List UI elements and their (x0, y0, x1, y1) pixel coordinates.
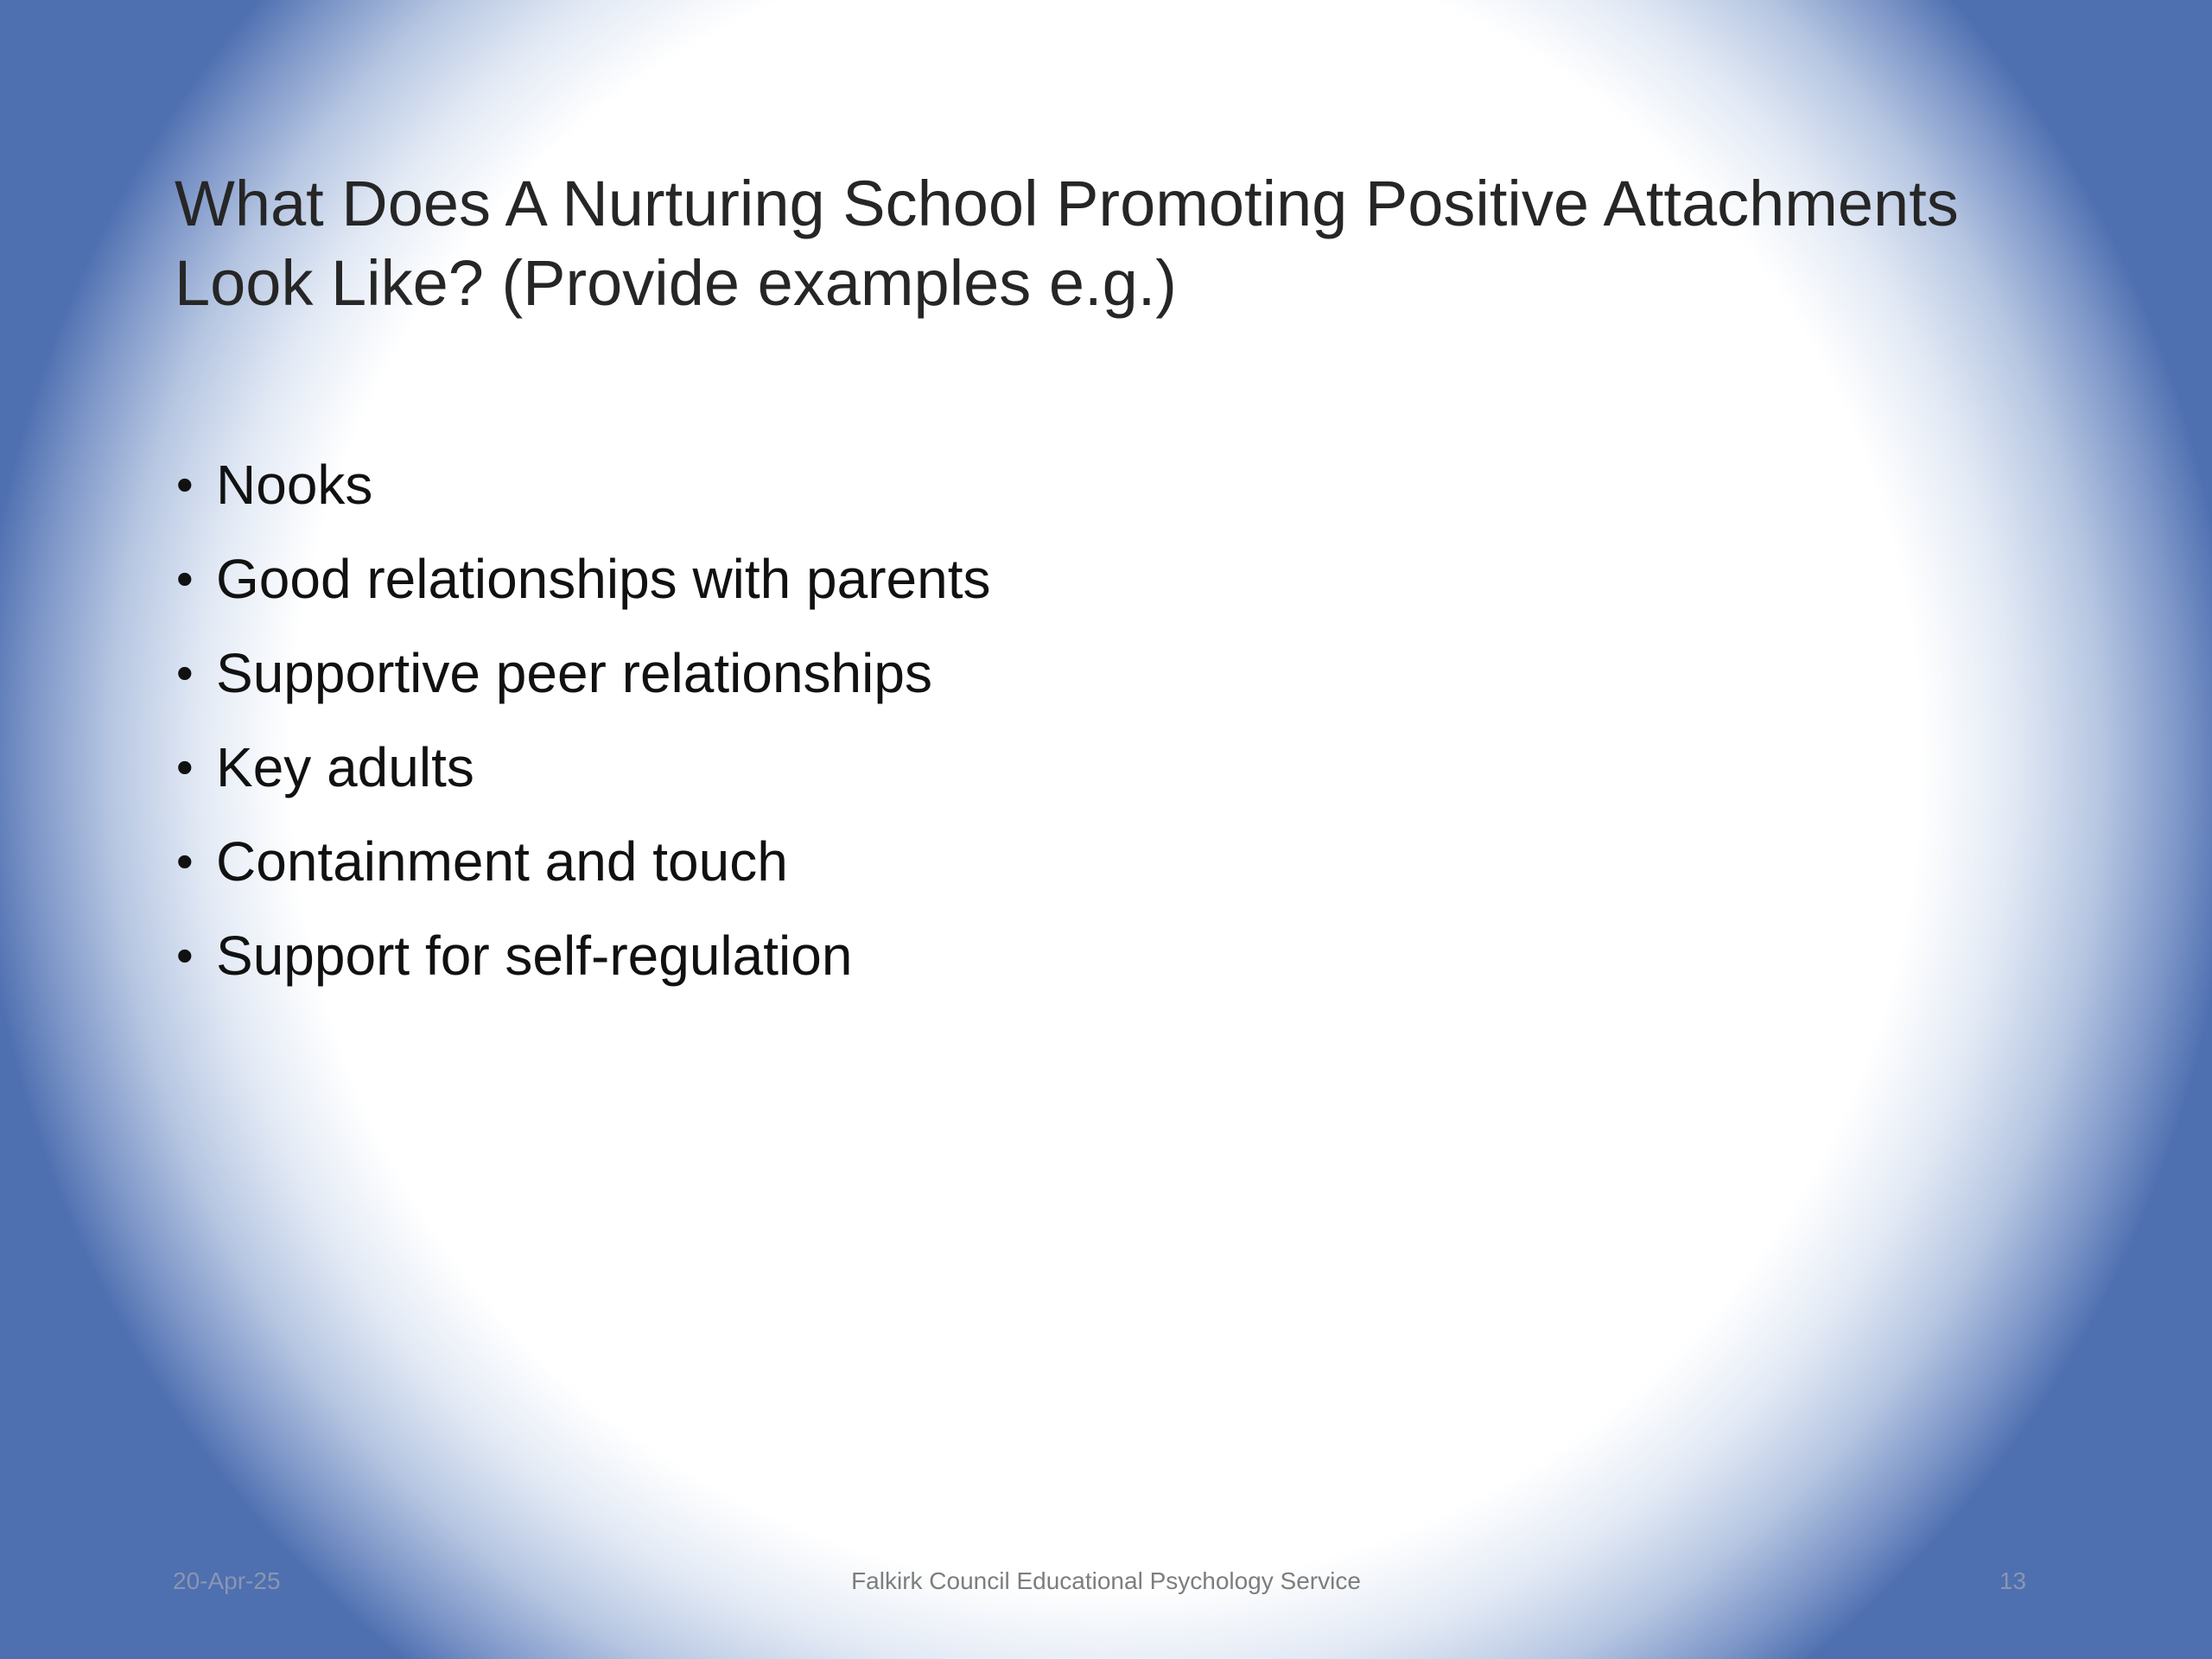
bullet-dot-icon: • (176, 457, 194, 512)
bullet-list (175, 445, 991, 1010)
footer-date: 20-Apr-25 (173, 1567, 281, 1594)
bullet-text: Containment and touch (216, 830, 788, 893)
bullet-text: Good relationships with parents (216, 548, 991, 610)
bullet-item (175, 916, 991, 1010)
slide-title-line-1: What Does A Nurturing School Promoting Positive Attachments (175, 168, 1959, 239)
bullet-text: Nooks (216, 454, 373, 516)
bullet-dot-icon: • (176, 928, 194, 982)
bullet-dot-icon: • (176, 551, 194, 606)
bullet-item (175, 822, 991, 916)
bullet-text: Supportive peer relationships (216, 642, 932, 704)
footer-organization: Falkirk Council Educational Psychology Service (851, 1567, 1361, 1594)
footer-page-number: 13 (1999, 1567, 2026, 1594)
slide-title (175, 164, 2075, 323)
bullet-item (175, 728, 991, 822)
bullet-text: Key adults (216, 736, 474, 798)
slide-title-line-2: Look Like? (Provide examples e.g.) (175, 247, 1177, 319)
bullet-text: Support for self-regulation (216, 925, 853, 987)
bullet-dot-icon: • (176, 740, 194, 794)
bullet-dot-icon: • (176, 645, 194, 700)
bullet-item (175, 633, 991, 728)
bullet-item (175, 539, 991, 633)
bullet-item (175, 445, 991, 539)
bullet-dot-icon: • (176, 834, 194, 888)
